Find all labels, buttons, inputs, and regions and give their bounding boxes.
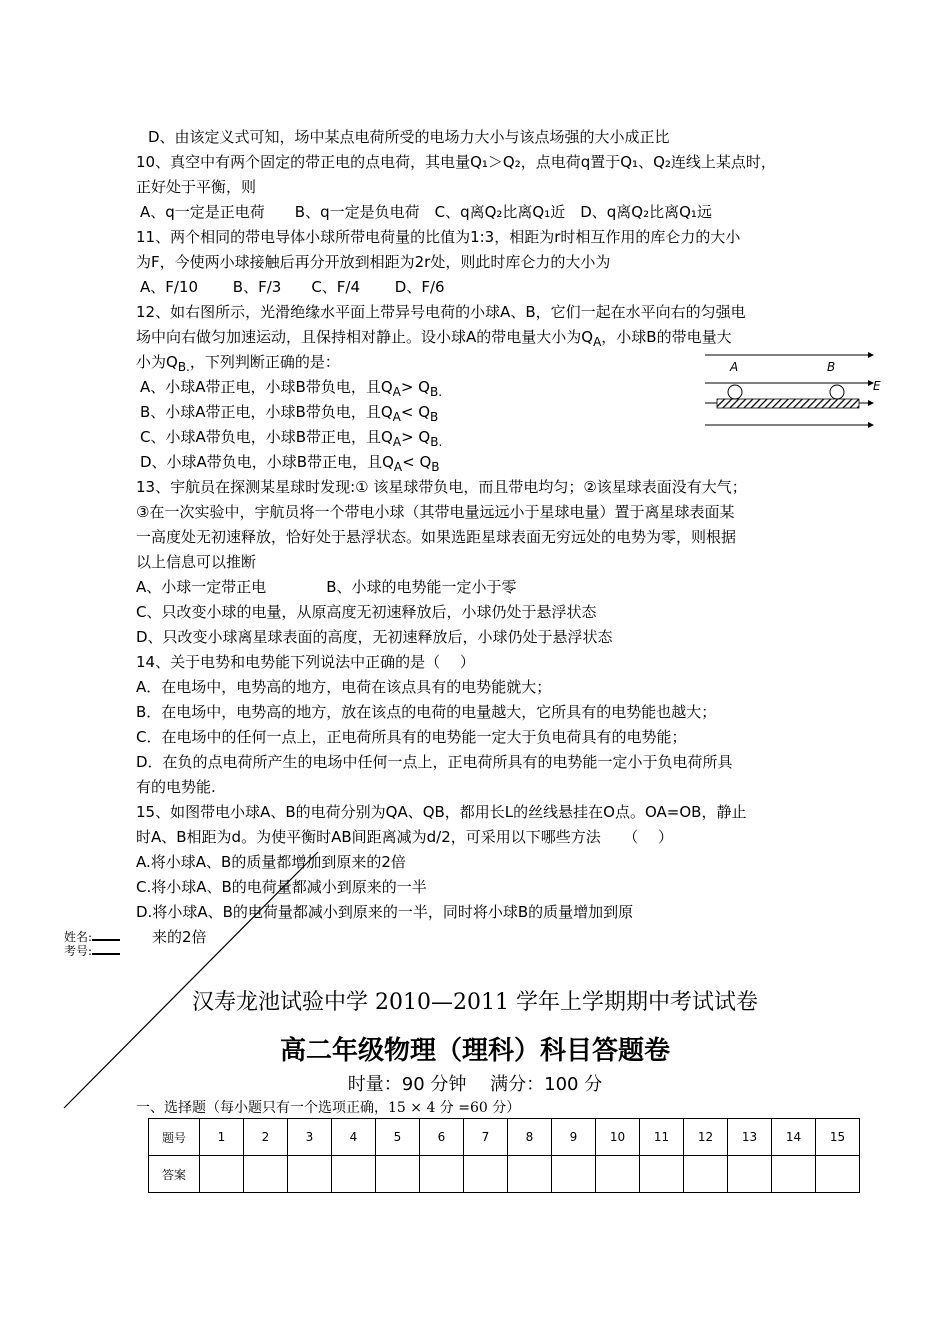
question-number: 7	[464, 1119, 508, 1156]
section-1-heading: 一、选择题（每小题只有一个选项正确，15 × 4 分 =60 分）	[136, 1100, 521, 1116]
row-label-answer: 答案	[149, 1156, 200, 1193]
question-number: 15	[816, 1119, 860, 1156]
q12-b-rel: < Q	[400, 403, 431, 421]
sub-a-4: A	[393, 460, 403, 474]
line-q14-option-b: B．在电场中，电势高的地方，放在该点的电荷的电量越大，它所具有的电势能也越大；	[136, 703, 717, 721]
q12-a-rel: > Q	[400, 378, 430, 396]
label-b: B	[827, 360, 836, 374]
answer-cell[interactable]	[816, 1156, 860, 1193]
line-q15-stem: 15、如图带电小球A、B的电荷分别为QA、QB，都用长L的丝线悬挂在O点。OA=OB，静止	[136, 803, 747, 821]
answer-cell[interactable]	[772, 1156, 816, 1193]
line-q14-option-a: A．在电场中，电势高的地方，电荷在该点具有的电势能就大；	[136, 678, 552, 696]
line-q13-stem: 13、宇航员在探测某星球时发现:① 该星球带负电，而且带电均匀；②该星球表面没有大气；	[136, 478, 747, 496]
sub-b-1: B.	[430, 385, 443, 399]
q12-stem3-rest: ，下列判断正确的是：	[189, 353, 340, 371]
line-q11-options: A、F/10 B、F/3 C、F/4 D、F/6	[140, 278, 445, 296]
answer-cell[interactable]	[420, 1156, 464, 1193]
sub-a-2: A	[392, 410, 401, 424]
line-q13-option-d: D、只改变小球离星球表面的高度，无初速释放后，小球仍处于悬浮状态	[136, 628, 613, 646]
line-q14-option-d2: 有的电势能.	[136, 778, 216, 796]
line-q14-option-d: D．在负的点电荷所产生的电场中任何一点上，正电荷所具有的电势能一定小于负电荷所具	[136, 753, 733, 771]
line-q13-stem4: 以上信息可以推断	[136, 553, 257, 571]
q12-c-rel: > Q	[401, 428, 431, 446]
id-label: 考号:	[64, 944, 93, 958]
line-q13-stem2: ③在一次实验中，宇航员将一个带电小球（其带电量远远小于星球电量）置于离星球表面某	[136, 503, 735, 521]
line-q10-stem: 10、真空中有两个固定的带正电的点电荷，其电量Q₁＞Q₂，点电荷q置于Q₁、Q₂连线上某点时，	[136, 153, 776, 171]
row-label-number: 题号	[149, 1119, 200, 1156]
sub-a-1: A	[392, 385, 401, 399]
line-q9-d: D、由该定义式可知，场中某点电荷所受的电场力大小与该点场强的大小成正比	[148, 128, 670, 146]
school-title: 汉寿龙池试验中学 2010—2011 学年上学期期中考试试卷	[192, 990, 758, 1015]
label-e: E	[873, 379, 881, 393]
question-number: 10	[596, 1119, 640, 1156]
sub-b-4: B	[431, 460, 440, 474]
line-q15-stem2: 时A、B相距为d。为使平衡时AB间距离减为d/2，可采用以下哪些方法 （ ）	[136, 828, 674, 846]
line-q14-option-c: C．在电场中的任何一点上，正电荷所具有的电势能一定大于负电荷具有的电势能；	[136, 728, 687, 746]
line-q13-stem3: 一高度处无初速释放，恰好处于悬浮状态。如果选距星球表面无穷远处的电势为零，则根据	[136, 528, 737, 546]
label-a: A	[730, 360, 739, 374]
answer-cell[interactable]	[596, 1156, 640, 1193]
question-number: 2	[244, 1119, 288, 1156]
question-number: 1	[200, 1119, 244, 1156]
question-number: 9	[552, 1119, 596, 1156]
sub-b-3: B.	[430, 435, 443, 449]
line-q15-option-d: D.将小球A、B的电荷量都减小到原来的一半，同时将小球B的质量增加到原	[136, 903, 634, 921]
question-number: 3	[288, 1119, 332, 1156]
line-q11-stem: 11、两个相同的带电导体小球所带电荷量的比值为1:3，相距为r时相互作用的库仑力的大小	[136, 228, 741, 246]
answer-cell[interactable]	[552, 1156, 596, 1193]
line-q15-option-d2: 来的2倍	[152, 928, 207, 946]
line-q15-option-c: C.将小球A、B的电荷量都减小到原来的一半	[136, 878, 427, 896]
line-q10-options: A、q一定是正电荷 B、q一定是负电荷 C、q离Q₂比离Q₁近 D、q离Q₂比离Q₁远	[140, 203, 712, 221]
answer-cell[interactable]	[200, 1156, 244, 1193]
name-label: 姓名:	[64, 930, 93, 944]
question-number: 8	[508, 1119, 552, 1156]
table-row-answers	[149, 1156, 860, 1193]
q12-b-text: B、小球A带正电，小球B带负电，且Q	[140, 403, 393, 421]
answer-cell[interactable]	[244, 1156, 288, 1193]
table-row-numbers	[149, 1119, 860, 1156]
q12-stem2-text: 场中向右做匀加速运动，且保持相对静止。设小球A的带电量大小为Q	[136, 328, 594, 346]
answer-cell[interactable]	[508, 1156, 552, 1193]
question-number: 11	[640, 1119, 684, 1156]
answer-cell[interactable]	[684, 1156, 728, 1193]
time-score: 时量：90 分钟 满分：100 分	[347, 1074, 603, 1095]
line-q13-options-ab: A、小球一定带正电 B、小球的电势能一定小于零	[136, 578, 517, 596]
answer-table	[148, 1118, 860, 1193]
line-q14-stem: 14、关于电势和电势能下列说法中正确的是（ ）	[136, 653, 475, 671]
line-q11-stem2: 为F，今使两小球接触后再分开放到相距为2r处，则此时库仑力的大小为	[136, 253, 611, 271]
sub-b: B.	[177, 360, 190, 374]
line-q12-stem: 12、如右图所示，光滑绝缘水平面上带异号电荷的小球A、B，它们一起在水平向右的匀强电	[136, 303, 746, 321]
question-number: 6	[420, 1119, 464, 1156]
answer-cell[interactable]	[332, 1156, 376, 1193]
line-q15-option-a: A.将小球A、B的质量都增加到原来的2倍	[136, 853, 406, 871]
question-number: 13	[728, 1119, 772, 1156]
sub-a: A	[593, 335, 602, 349]
answer-cell[interactable]	[464, 1156, 508, 1193]
q12-d-rel: < Q	[402, 453, 432, 471]
line-q10-stem2: 正好处于平衡，则	[136, 178, 257, 196]
q12-d-text: D、小球A带负电，小球B带正电，且Q	[140, 453, 394, 471]
sub-b-2: B	[430, 410, 439, 424]
q12-a-text: A、小球A带正电，小球B带负电，且Q	[140, 378, 393, 396]
question-number: 4	[332, 1119, 376, 1156]
q12-stem2-rest: ，小球B的带电量大	[601, 328, 732, 346]
answer-cell[interactable]	[728, 1156, 772, 1193]
question-number: 14	[772, 1119, 816, 1156]
answer-cell[interactable]	[640, 1156, 684, 1193]
answer-cell[interactable]	[288, 1156, 332, 1193]
line-q13-option-c: C、只改变小球的电量，从原高度无初速释放后，小球仍处于悬浮状态	[136, 603, 597, 621]
subject-title: 高二年级物理（理科）科目答题卷	[279, 1036, 670, 1066]
question-number: 12	[684, 1119, 728, 1156]
q12-c-text: C、小球A带负电，小球B带正电，且Q	[140, 428, 393, 446]
answer-cell[interactable]	[376, 1156, 420, 1193]
q12-stem3-text: 小为Q	[136, 353, 178, 371]
sub-a-3: A	[392, 435, 402, 449]
question-number: 5	[376, 1119, 420, 1156]
